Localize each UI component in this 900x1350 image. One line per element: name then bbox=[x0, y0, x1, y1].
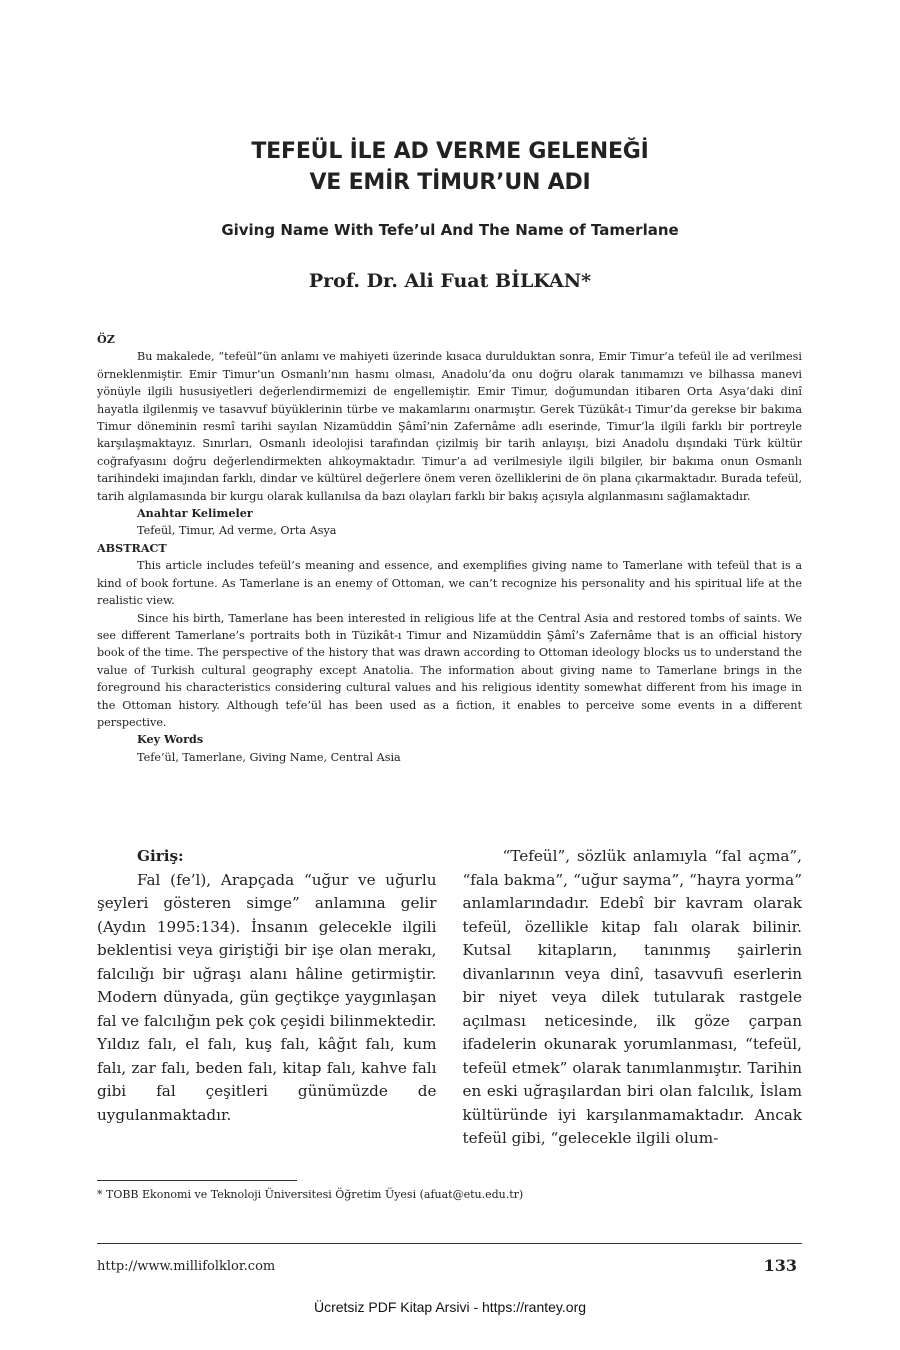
abstract-paragraph-1: This article includes tefeül’s meaning and essence, and exemplifies giving name to Tamerlane with tefeül that is a kind of book fortune. As Tamerlane is an enemy of Ottoman, we can’t recognize his personality and his spiritual life at the realistic view. bbox=[97, 559, 802, 608]
abstracts-block bbox=[97, 331, 802, 766]
watermark-text: Ücretsiz PDF Kitap Arsivi - https://rantey.org bbox=[313, 1299, 587, 1315]
title-line-1: TEFEÜL İLE AD VERME GELENEĞİ bbox=[251, 139, 649, 164]
footer-rule bbox=[97, 1243, 802, 1244]
oz-text: Bu makalede, “tefeül”ün anlamı ve mahiyeti üzerinde kısaca durulduktan sonra, Emir Timur’a tefeül ile ad verilmesi örneklenmiştir. Emir Timur’un Osmanlı’nın hasmı olması, Anadolu’da onu doğru olarak tanımamızı ve bilhassa manevi yönüyle ilgili hususiyetleri değerlendirmemizi de engellemiştir. Emir Timur, doğumundan itibaren Orta Asya’daki dinî hayatla ilgilenmiş ve tasavvuf büyüklerinin türbe ve makamlarını onarmıştır. Gerek Tüzükât-ı Timur’da gerekse bir bakıma Timur döneminin resmî tarihi sayılan Nizamüddin Şâmî’nin Zafernâme adlı eserinde, Timur’la ilgili farklı bir portreyle karşılaşmaktayız. Sınırları, Osmanlı ideolojisi tarafından çizilmiş bir tarih anlayışı, bizi Anadolu dışındaki Türk kültür coğrafyasını doğru değerlendirmekten alıkoymaktadır. Timur’a ad verilmesiyle ilgili bilgiler, bir bakıma onun Osmanlı tarihindeki imajından farklı, dindar ve kültürel değerlere önem veren özelliklerini de ön plana çıkarmaktadır. Burada tefeül, tarih algılamasında bir kurgu olarak kullanılsa da bazı olayları farklı bir bakış açısıyla algılanmasını sağlamaktadır. bbox=[97, 350, 802, 503]
footnote: * TOBB Ekonomi ve Teknoloji Üniversitesi Öğretim Üyesi (afuat@etu.edu.tr) bbox=[97, 1188, 524, 1201]
author-name: Prof. Dr. Ali Fuat BİLKAN* bbox=[308, 270, 592, 292]
oz-heading: ÖZ bbox=[97, 332, 115, 346]
article-title bbox=[0, 136, 900, 198]
body-text-columns bbox=[97, 845, 802, 1155]
oz-keywords: Tefeül, Timur, Ad verme, Orta Asya bbox=[137, 524, 337, 538]
abstract-paragraph-2: Since his birth, Tamerlane has been interested in religious life at the Central Asia and restored tombs of saints. We see different Tamerlane’s portraits both in Tüzikât-ı Timur and Nizamüddin Şâmî’s Zafernâme that is an official history book of the time. The perspective of the history that was drawn according to Ottoman ideology blocks us to understand the value of Turkish cultural geography except Anatolia. The information about giving name to Tamerlane brings in the foreground his characteristics considering cultural values and his religious identity somewhat different from his image in the Ottoman history. Although tefe’ül has been used as a fiction, it enables to perceive some events in a different perspective. bbox=[97, 611, 802, 729]
body-paragraph-2: “Tefeül”, sözlük anlamıyla “fal açma”, “fala bakma”, “uğur sayma”, “hayra yorma” anlamlarındadır. Edebî bir kavram olarak tefeül, özellikle kitap falı olarak bilinir. Kutsal kitapların, tanınmış şairlerin divanlarının veya dinî, tasavvufi eserlerin bir niyet veya dilek tutularak rastgele açılması neticesinde, ilk göze çarpan ifadelerin okunarak yorumlanması, “tefeül, tefeül etmek” olarak tanımlanmıştır. Tarihin en eski uğraşılardan biri olan falcılık, İslam kültüründe iyi karşılanmamaktadır. Ancak tefeül gibi, “gelecekle ilgili olum- bbox=[462, 847, 802, 1147]
section-heading: Giriş: bbox=[137, 847, 184, 865]
article-subtitle: Giving Name With Tefe’ul And The Name of Tamerlane bbox=[221, 221, 679, 239]
abstract-heading: ABSTRACT bbox=[97, 540, 167, 555]
page-number: 133 bbox=[763, 1256, 797, 1275]
footnote-rule bbox=[97, 1180, 297, 1181]
journal-url-link[interactable]: http://www.millifolklor.com bbox=[97, 1259, 276, 1274]
title-line-2: VE EMİR TİMUR’UN ADI bbox=[309, 170, 591, 195]
abstract-keywords: Tefe’ül, Tamerlane, Giving Name, Central Asia bbox=[137, 750, 401, 764]
oz-keywords-heading: Anahtar Kelimeler bbox=[137, 506, 253, 521]
body-paragraph-1: Fal (fe’l), Arapçada “uğur ve uğurlu şeyleri gösteren simge” anlamına gelir (Aydın 1995:134). İnsanın gelecekle ilgili beklentisi veya giriştiği bir işe olan merakı, falcılığı bir uğraşı alanı hâline getirmiştir. Modern dünyada, gün geçtikçe yaygınlaşan fal ve falcılığın pek çok çeşidi bilinmektedir. Yıldız falı, el falı, kuş falı, kâğıt falı, kum falı, zar falı, beden falı, kitap falı, kahve falı gibi fal çeşitleri günümüzde de uygulanmaktadır. bbox=[97, 870, 437, 1124]
abstract-keywords-heading: Key Words bbox=[137, 732, 204, 747]
